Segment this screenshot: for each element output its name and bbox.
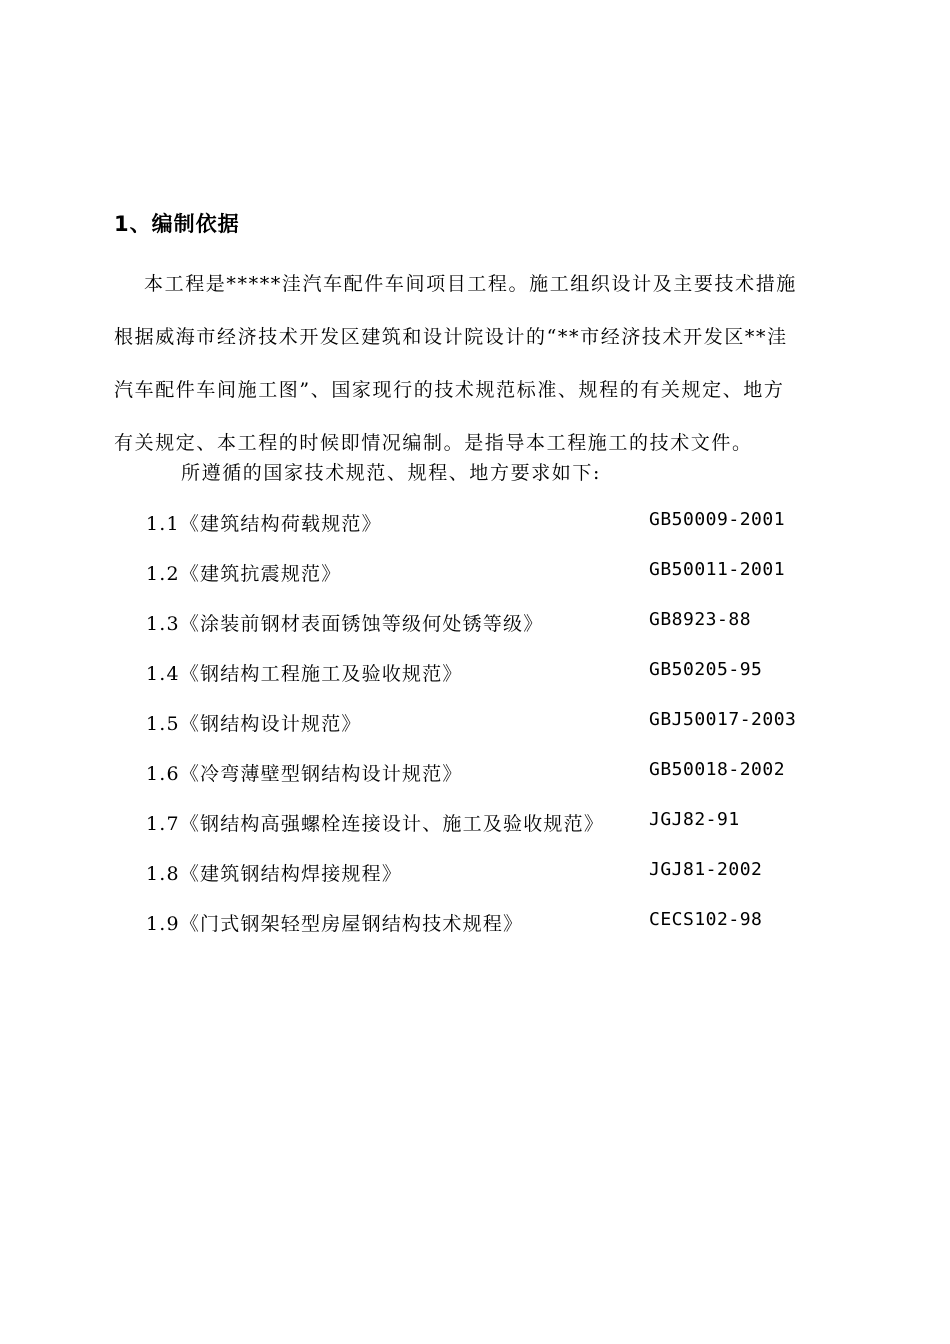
list-item (146, 905, 866, 955)
standard-name: 1.9《门式钢架轻型房屋钢结构技术规程》 (146, 913, 524, 935)
standard-code: CECS102-98 (649, 909, 763, 930)
standard-code: GB50018-2002 (649, 759, 786, 780)
list-item (146, 805, 866, 855)
standard-code: GB50009-2001 (649, 509, 786, 530)
basis-paragraph (114, 258, 860, 470)
standard-name: 1.7《钢结构高强螺栓连接设计、施工及验收规范》 (146, 813, 605, 835)
paragraph-line: 有关规定、本工程的时候即情况编制。是指导本工程施工的技术文件。 (114, 432, 753, 454)
standard-code: JGJ81-2002 (649, 859, 763, 880)
paragraph-line: 本工程是*****洼汽车配件车间项目工程。施工组织设计及主要技术措施 (144, 273, 797, 295)
standard-name: 1.4《钢结构工程施工及验收规范》 (146, 663, 463, 685)
standard-code: GB50205-95 (649, 659, 763, 680)
standard-name: 1.5《钢结构设计规范》 (146, 713, 362, 735)
list-item (146, 705, 866, 755)
standard-code: GB50011-2001 (649, 559, 786, 580)
list-item (146, 605, 866, 655)
list-item (146, 755, 866, 805)
standard-name: 1.2《建筑抗震规范》 (146, 563, 342, 585)
paragraph-line: 汽车配件车间施工图”、国家现行的技术规范标准、规程的有关规定、地方 (114, 379, 785, 401)
list-item (146, 655, 866, 705)
list-item (146, 555, 866, 605)
standards-list (146, 505, 866, 955)
paragraph-line: 根据威海市经济技术开发区建筑和设计院设计的“**市经济技术开发区**洼 (114, 326, 788, 348)
standard-code: JGJ82-91 (649, 809, 740, 830)
standard-code: GBJ50017-2003 (649, 709, 797, 730)
standard-name: 1.8《建筑钢结构焊接规程》 (146, 863, 403, 885)
list-item (146, 855, 866, 905)
standards-intro: 所遵循的国家技术规范、规程、地方要求如下: (181, 462, 602, 484)
standard-name: 1.3《涂装前钢材表面锈蚀等级何处锈等级》 (146, 613, 544, 635)
standard-name: 1.1《建筑结构荷载规范》 (146, 513, 382, 535)
list-item (146, 505, 866, 555)
standard-name: 1.6《冷弯薄壁型钢结构设计规范》 (146, 763, 463, 785)
standard-code: GB8923-88 (649, 609, 752, 630)
section-heading: 1、编制依据 (114, 212, 240, 236)
